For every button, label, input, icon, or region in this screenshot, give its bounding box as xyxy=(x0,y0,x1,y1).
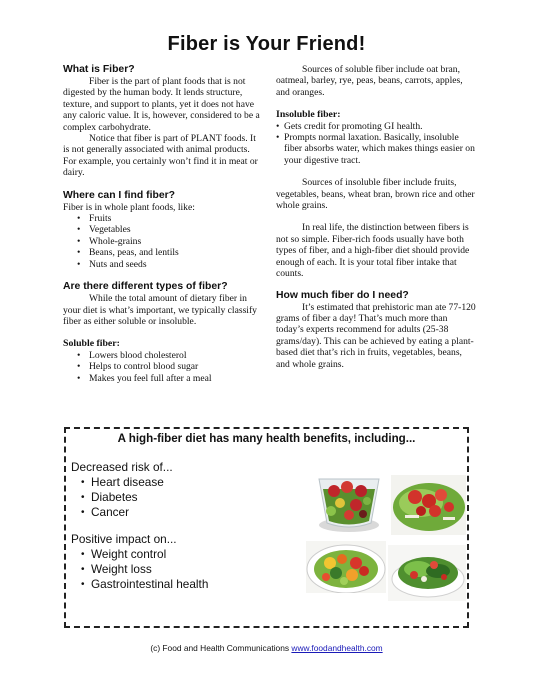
footer-link[interactable]: www.foodandhealth.com xyxy=(291,643,383,653)
footer-credit: (c) Food and Health Communications xyxy=(150,643,290,653)
decreased-heading: Decreased risk of... xyxy=(71,460,173,474)
list-item: • Makes you feel full after a meal xyxy=(63,373,263,384)
what-paragraph-1: Fiber is the part of plant foods that is not digested by the human body. It lends structure, texture, and support to plants, yet it does not have any caloric value. It is, however, considered to be a complex carbohydrate. xyxy=(63,76,260,133)
list-item: • Fruits xyxy=(63,213,263,224)
list-item: • Vegetables xyxy=(63,224,263,235)
tomato-salad-photo xyxy=(391,475,466,535)
how-heading: How much fiber do I need? xyxy=(276,289,409,301)
list-item: • Prompts normal laxation. Basically, insoluble fiber absorbs water, which makes things easier on your digestive tract. xyxy=(276,132,476,166)
positive-heading: Positive impact on... xyxy=(71,532,177,546)
left-column xyxy=(63,64,263,384)
veggie-salad-bowl-photo xyxy=(306,541,386,593)
right-column xyxy=(276,64,476,370)
list-item: • Weight loss xyxy=(71,562,208,577)
list-item: • Heart disease xyxy=(71,475,208,490)
list-item: • Lowers blood cholesterol xyxy=(63,350,263,361)
real-life-paragraph: In real life, the distinction between fibers is not so simple. Fiber-rich foods usually have both types of fiber, and a high-fiber diet should provide enough of each. It is your total fiber intake that counts. xyxy=(276,222,470,280)
insoluble-list xyxy=(276,121,476,167)
greens-salad-photo xyxy=(388,545,466,601)
types-heading: Are there different types of fiber? xyxy=(63,281,228,293)
soluble-list xyxy=(63,350,263,384)
decreased-list xyxy=(71,475,208,520)
benefits-title: A high-fiber diet has many health benefits, including... xyxy=(117,432,416,445)
positive-list xyxy=(71,547,208,592)
page-title: Fiber is Your Friend! xyxy=(167,33,366,55)
types-paragraph: While the total amount of dietary fiber in your diet is what’s important, we typically classify fiber as either soluble or insoluble. xyxy=(63,293,257,327)
list-item: • Beans, peas, and lentils xyxy=(63,247,263,258)
benefits-list xyxy=(71,460,208,592)
what-paragraph-2: Notice that fiber is part of PLANT foods. It is not generally associated with animal products. For example, you certainly won’t find it in meat or dairy. xyxy=(63,133,258,179)
where-heading: Where can I find fiber? xyxy=(63,189,175,201)
berry-salad-glass-photo xyxy=(309,467,389,537)
where-list xyxy=(63,213,263,270)
insoluble-sources: Sources of insoluble fiber include fruits, vegetables, beans, wheat bran, brown rice and other whole grains. xyxy=(276,177,475,212)
list-item: • Cancer xyxy=(71,505,208,520)
soluble-heading: Soluble fiber: xyxy=(63,338,120,350)
soluble-sources: Sources of soluble fiber include oat bran, oatmeal, barley, rye, peas, beans, carrots, apples, and oranges. xyxy=(276,64,463,98)
where-intro: Fiber is in whole plant foods, like: xyxy=(63,201,195,213)
benefits-box xyxy=(64,427,469,628)
footer xyxy=(0,643,533,653)
list-item: • Helps to control blood sugar xyxy=(63,361,263,372)
list-item: • Whole-grains xyxy=(63,236,263,247)
insoluble-heading: Insoluble fiber: xyxy=(276,109,341,121)
list-item: • Nuts and seeds xyxy=(63,259,263,270)
list-item: • Gastrointestinal health xyxy=(71,577,208,592)
list-item: • Diabetes xyxy=(71,490,208,505)
what-heading: What is Fiber? xyxy=(63,64,135,75)
list-item: • Weight control xyxy=(71,547,208,562)
list-item: • Gets credit for promoting GI health. xyxy=(276,121,476,132)
how-paragraph: It’s estimated that prehistoric man ate 77-120 grams of fiber a day! That’s much more than today’s experts recommend for adults (25-38 grams/day). This can be achieved by eating a plant-based diet that’s rich in fruits, vegetables, beans, and whole grains. xyxy=(276,301,476,370)
